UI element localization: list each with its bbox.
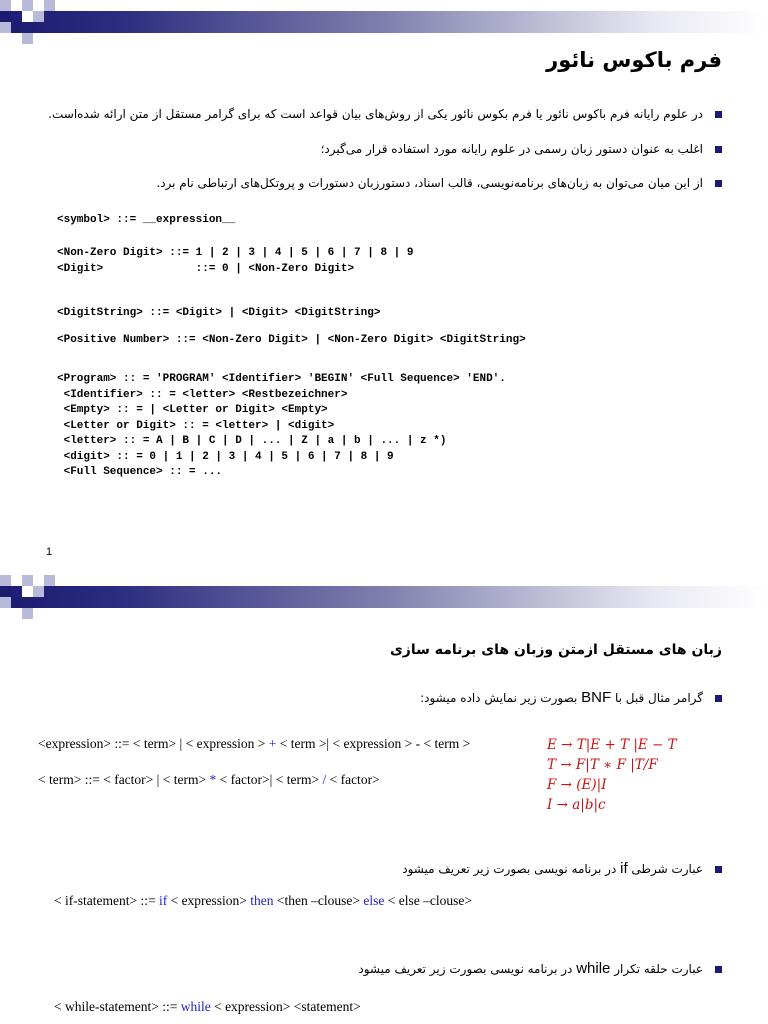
square-bullet-icon <box>715 180 722 187</box>
square-bullet-icon <box>715 111 722 118</box>
decor-square <box>33 11 44 22</box>
decor-square <box>22 33 33 44</box>
slide-title: زبان های مستقل ازمتن وزبان های برنامه سازی <box>389 642 722 658</box>
bnf-code-digitstring: <DigitString> ::= <Digit> | <Digit> <DigitString> <box>57 307 381 319</box>
header-gradient-bar <box>0 11 768 33</box>
decor-square <box>22 586 33 597</box>
bullet-item: در علوم رایانه فرم باکوس نائور یا فرم بکوس نائور یکی از روش‌های بیان قواعد است که برای گرامر مستقل از متن ارائه شده‌است. <box>48 107 722 121</box>
decor-square <box>22 0 33 11</box>
square-bullet-icon <box>715 695 722 702</box>
bullet-item: گرامر مثال قبل با BNF بصورت زیر نمایش داده میشود: <box>420 689 722 706</box>
decor-square <box>11 11 22 22</box>
decor-square <box>11 586 22 597</box>
bullet-item: اغلب به عنوان دستور زبان رسمی در علوم رایانه مورد استفاده قرار می‌گیرد؛ <box>321 142 722 156</box>
decor-square <box>44 0 55 11</box>
bullet-item: عبارت شرطی if در برنامه نویسی بصورت زیر تعریف میشود <box>402 860 722 877</box>
expression-rule: <expression> ::= < term> | < expression > + < term >| < expression > - < term > <box>38 736 471 751</box>
page-number: 1 <box>46 546 53 558</box>
decor-square <box>22 608 33 619</box>
bullet-item: از این میان می‌توان به زبان‌های برنامه‌نویسی، قالب اسناد، دستورزبان دستورات و پروتکل‌های ارتباطی نام برد. <box>156 176 722 190</box>
math-line: F → (E)|I <box>547 777 607 793</box>
square-bullet-icon <box>715 146 722 153</box>
grammar-math-block <box>547 735 677 815</box>
bnf-code-positive-number: <Positive Number> ::= <Non-Zero Digit> | <Non-Zero Digit> <DigitString> <box>57 334 526 346</box>
decor-square <box>0 575 11 586</box>
math-line: T → F|T ∗ F |T/F <box>547 757 658 773</box>
decor-square <box>44 575 55 586</box>
math-line: I → a|b|c <box>547 797 606 813</box>
bnf-code-program: <Program> :: = 'PROGRAM' <Identifier> 'BEGIN' <Full Sequence> 'END'. <Identifier> :: = <letter> <Restbezeichner> <Empty> :: = | <Letter or Digit> <Empty> <Letter or Digit> :: = <letter> | <digit> <letter> :: = A | B | C | D | ... | Z | a | b | ... | z *) <digit> :: = 0 | 1 | 2 | 3 | 4 | 5 | 6 | 7 | 8 | 9 <Full Sequence> :: = ... <box>57 373 506 478</box>
slide-2 <box>0 575 768 1024</box>
square-bullet-icon <box>715 866 722 873</box>
bullet-item: عبارت حلقه تکرار while در برنامه نویسی بصورت زیر تعریف میشود <box>358 960 722 977</box>
decor-square <box>33 586 44 597</box>
decor-square <box>22 575 33 586</box>
decor-square <box>0 22 11 33</box>
decor-square <box>22 11 33 22</box>
decor-square <box>0 597 11 608</box>
term-rule: < term> ::= < factor> | < term> * < factor>| < term> / < factor> <box>38 772 380 787</box>
square-bullet-icon <box>715 966 722 973</box>
slide-title: فرم باکوس نائور <box>546 48 722 72</box>
math-line: E → T|E + T |E − T <box>547 737 677 753</box>
header-gradient-bar <box>0 586 768 608</box>
bnf-code-digit: <Non-Zero Digit> ::= 1 | 2 | 3 | 4 | 5 | 6 | 7 | 8 | 9 <Digit> ::= 0 | <Non-Zero Digit> <box>57 247 414 275</box>
bnf-code-symbol: <symbol> ::= __expression__ <box>57 214 236 226</box>
if-statement-rule: < if-statement> ::= if < expression> then <then –clouse> else < else –clouse> <box>54 893 472 908</box>
while-statement-rule: < while-statement> ::= while < expression> <statement> <box>54 999 361 1014</box>
decor-square <box>0 0 11 11</box>
